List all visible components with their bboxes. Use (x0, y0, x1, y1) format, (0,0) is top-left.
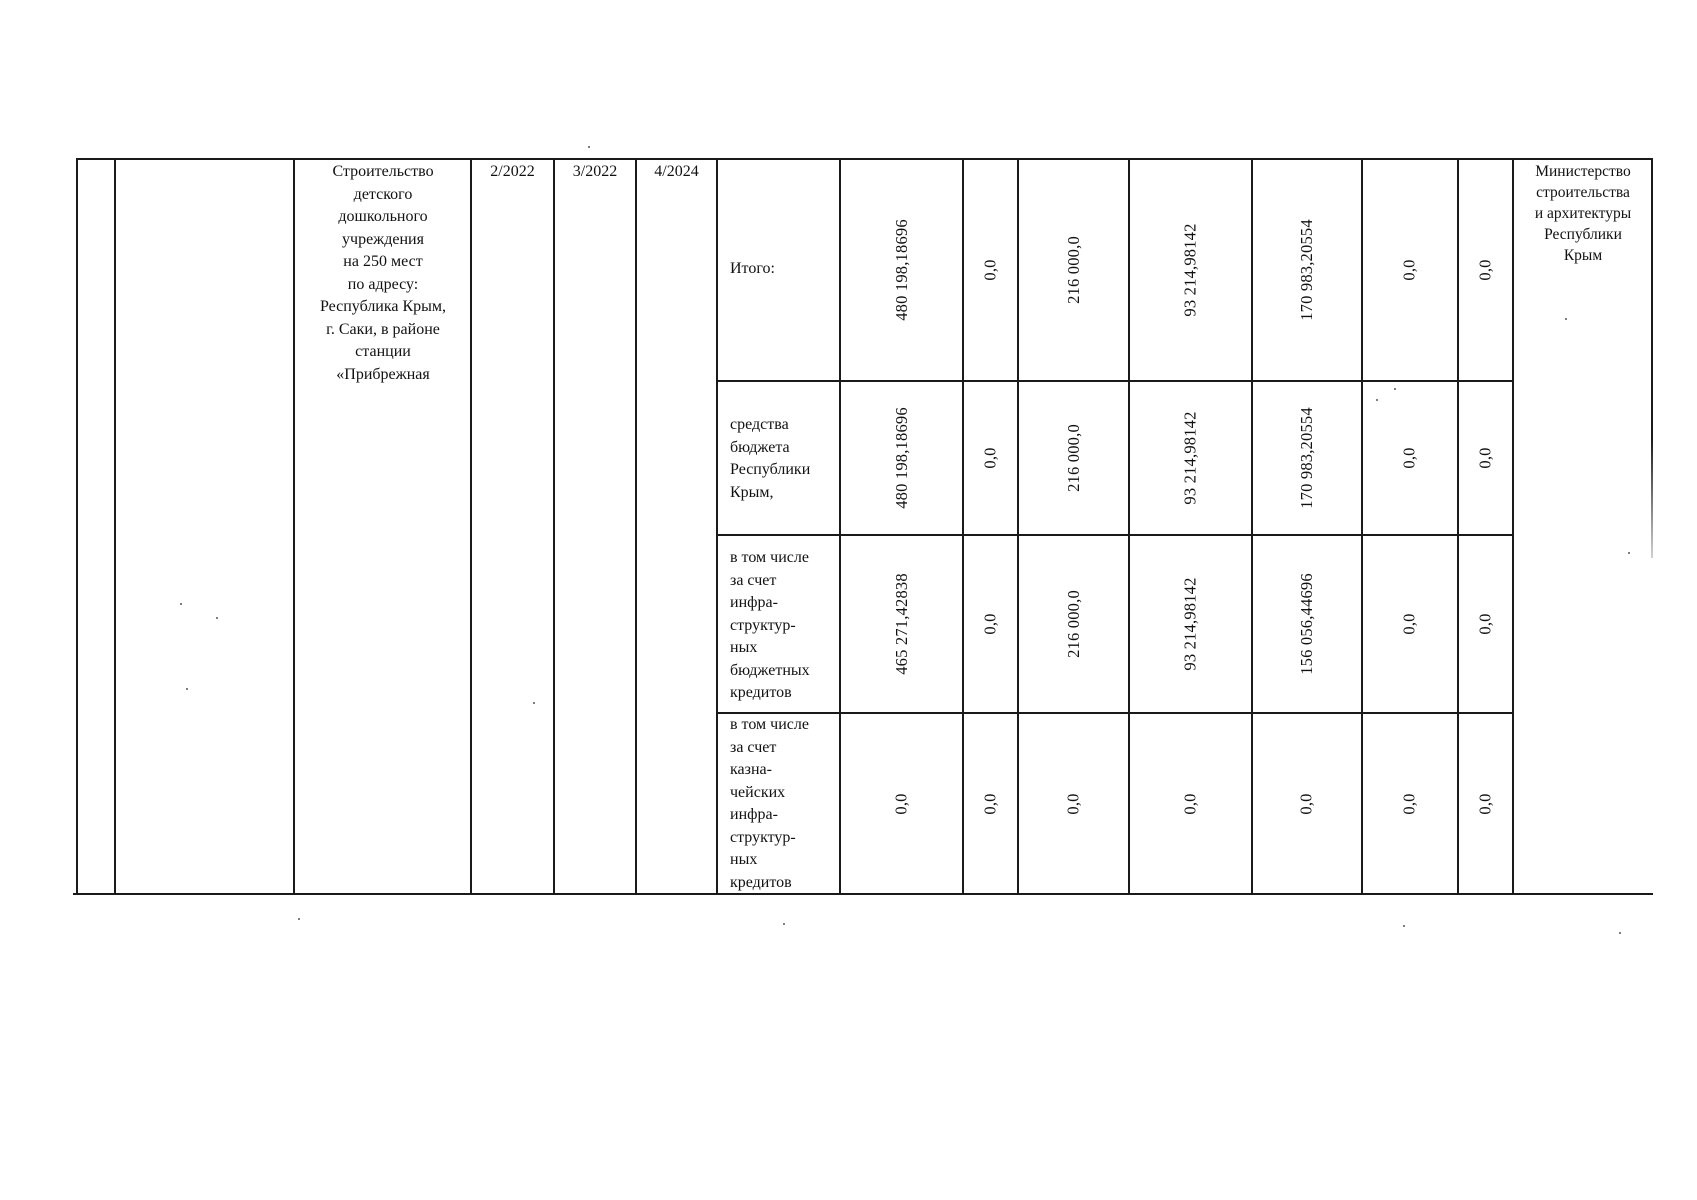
description-line: на 250 мест (343, 253, 423, 270)
period-cell-3: 4/2024 (654, 163, 699, 180)
value-text: 216 000,0 (1063, 424, 1083, 492)
value-cell (964, 714, 1017, 893)
responsible-line: строительства (1536, 184, 1630, 201)
description-line: учреждения (342, 230, 424, 248)
value-text: 0,0 (1063, 792, 1083, 815)
value-text: 480 198,18696 (891, 407, 911, 509)
table-column-divider (635, 158, 637, 894)
value-text: 0,0 (980, 447, 1000, 469)
value-cell (1253, 536, 1361, 712)
row-label-treasury-credits (730, 714, 838, 894)
value-cell (1363, 160, 1457, 380)
value-text: 170 983,20554 (1296, 407, 1316, 509)
period-cell-1: 2/2022 (490, 163, 535, 180)
row-label-line: ных (730, 639, 758, 656)
responsible-line: Крым (1563, 247, 1603, 264)
description-line: «Прибрежная (336, 365, 430, 383)
row-label-infrastructure-credits (730, 547, 838, 705)
value-cell (1253, 714, 1361, 893)
value-cell (964, 382, 1017, 534)
value-cell (1019, 160, 1128, 380)
value-cell (1253, 382, 1361, 534)
row-label-line: за счет (730, 571, 777, 589)
description-line: Республика Крым, (319, 298, 447, 315)
row-label-line: средства (730, 416, 789, 433)
value-text: 93 214,98142 (1180, 577, 1200, 671)
table-column-divider (114, 158, 116, 894)
value-text: 0,0 (1399, 613, 1419, 635)
value-cell (1363, 536, 1457, 712)
description-line: по адресу: (347, 275, 419, 293)
value-text: 0,0 (1475, 259, 1495, 281)
scan-speck (1394, 388, 1396, 390)
value-cell (1130, 382, 1251, 534)
row-label-line: инфра- (730, 594, 778, 611)
responsible-line: и архитектуры (1534, 205, 1632, 222)
row-label-line: структур- (730, 828, 796, 846)
row-label-line: Республики (730, 461, 811, 478)
row-label-line: бюджетных (730, 661, 810, 679)
table-column-divider (553, 158, 555, 894)
value-cell (1459, 160, 1512, 380)
scan-speck (1403, 925, 1405, 927)
row-label-line: бюджета (730, 438, 790, 456)
row-label-line: структур- (730, 616, 796, 634)
value-cell (841, 536, 962, 712)
table-column-divider (1512, 158, 1514, 894)
responsible-line: Министерство (1535, 163, 1631, 180)
value-cell (964, 160, 1017, 380)
value-cell (1459, 382, 1512, 534)
value-text: 0,0 (891, 792, 911, 815)
value-text: 170 983,20554 (1296, 219, 1316, 321)
scan-speck (298, 918, 300, 920)
value-cell (1130, 714, 1251, 893)
table-column-divider (716, 158, 718, 894)
row-label-line: в том числе (730, 716, 809, 733)
value-text: 0,0 (980, 792, 1000, 815)
scan-speck (1619, 932, 1621, 934)
description-line: станции (355, 343, 411, 360)
scan-speck (216, 617, 218, 619)
value-text: 216 000,0 (1063, 590, 1083, 658)
value-text: 93 214,98142 (1180, 223, 1200, 317)
row-label-republic-budget (730, 414, 838, 504)
value-text: 465 271,42838 (891, 573, 911, 675)
row-label-line: ных (730, 851, 758, 868)
value-cell (1363, 714, 1457, 893)
responsible-line: Республики (1544, 226, 1622, 243)
row-label-line: Итого: (730, 260, 775, 277)
table-border-bottom (73, 893, 1653, 895)
value-cell (1130, 160, 1251, 380)
scan-speck (1565, 318, 1567, 320)
scan-speck (180, 603, 182, 605)
value-cell (841, 160, 962, 380)
row-label-line: кредитов (730, 684, 792, 701)
value-text: 0,0 (1475, 447, 1495, 469)
table-column-divider (293, 158, 295, 894)
scan-speck (533, 702, 535, 704)
scan-speck (186, 688, 188, 690)
row-label-total (730, 258, 838, 281)
row-label-line: в том числе (730, 549, 809, 566)
period-cell-2: 3/2022 (572, 163, 618, 180)
table-column-divider (470, 158, 472, 894)
value-cell (1253, 160, 1361, 380)
value-text: 0,0 (980, 613, 1000, 635)
row-label-line: за счет (730, 738, 777, 756)
value-cell (841, 714, 962, 893)
value-text: 0,0 (1399, 447, 1419, 469)
scan-speck (783, 923, 785, 925)
row-label-line: инфра- (730, 806, 778, 823)
scan-speck (588, 146, 590, 148)
value-text: 0,0 (1296, 792, 1316, 815)
value-text: 0,0 (980, 259, 1000, 281)
row-label-line: чейских (730, 783, 786, 801)
responsible-organization (1514, 161, 1652, 266)
value-cell (1363, 382, 1457, 534)
scan-speck (1376, 399, 1378, 401)
value-text: 216 000,0 (1063, 236, 1083, 304)
value-text: 0,0 (1475, 613, 1495, 635)
description-line: Строительство (332, 163, 434, 180)
value-text: 156 056,44696 (1296, 573, 1316, 675)
value-text: 0,0 (1475, 792, 1495, 815)
row-label-line: казна- (730, 761, 772, 778)
description-line: детского (353, 185, 413, 203)
value-text: 0,0 (1399, 259, 1419, 281)
value-cell (964, 536, 1017, 712)
description-line: дошкольного (338, 208, 428, 225)
value-text: 480 198,18696 (891, 219, 911, 321)
value-cell (1019, 382, 1128, 534)
value-cell (1019, 536, 1128, 712)
value-text: 0,0 (1399, 792, 1419, 815)
value-text: 93 214,98142 (1180, 411, 1200, 505)
value-cell (1459, 714, 1512, 893)
value-cell (841, 382, 962, 534)
value-cell (1130, 536, 1251, 712)
value-text: 0,0 (1180, 792, 1200, 815)
table-border-left (76, 158, 78, 894)
value-cell (1019, 714, 1128, 893)
row-label-line: кредитов (730, 873, 792, 891)
row-label-line: Крым, (730, 483, 774, 501)
value-cell (1459, 536, 1512, 712)
project-description (297, 161, 469, 386)
description-line: г. Саки, в районе (326, 320, 440, 338)
scan-speck (1628, 552, 1630, 554)
